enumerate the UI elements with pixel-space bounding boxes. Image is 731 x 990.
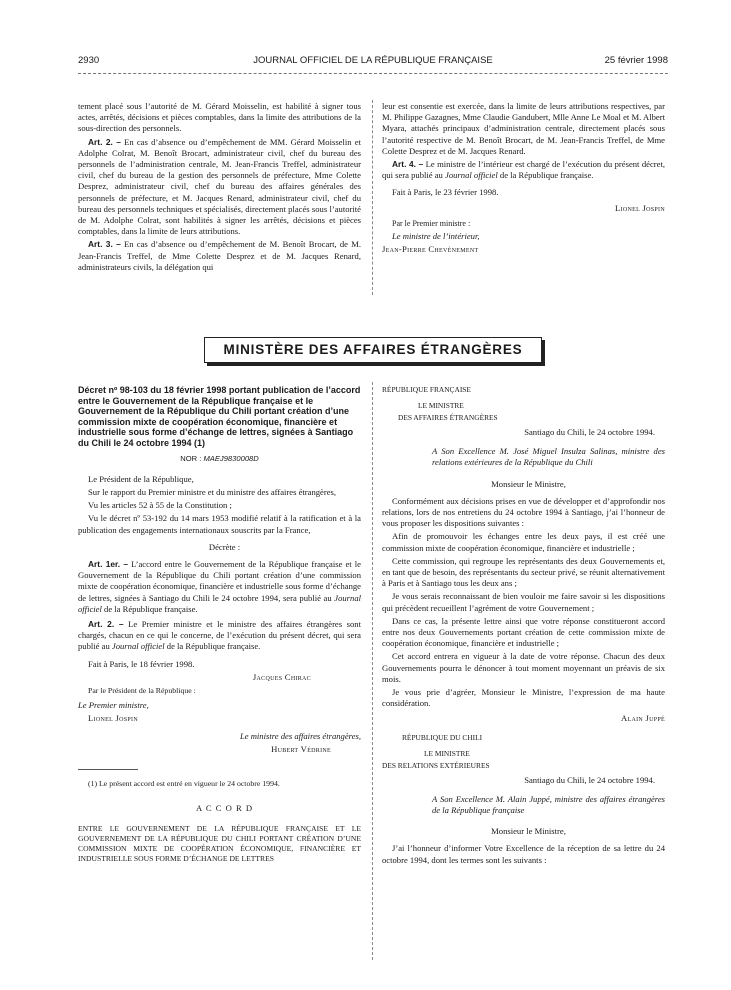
letter-addressee: A Son Excellence M. Alain Juppé, ministre des affaires étrangères de la République française bbox=[432, 793, 665, 816]
article-label: Art. 2. – bbox=[88, 619, 124, 629]
paragraph: Cette commission, qui regroupe les représentants des deux Gouvernements et, en tant que de besoin, des représentants du secteur privé, se réunit alternativement à Paris et à Santiago tous les deux ans ; bbox=[382, 555, 665, 589]
letter-date: Santiago du Chili, le 24 octobre 1994. bbox=[524, 427, 655, 437]
nor-value: MAEJ9830008D bbox=[203, 453, 259, 463]
signatory-name: Alain Juppé bbox=[621, 713, 665, 724]
paragraph: Vu le décret nº 53-192 du 14 mars 1953 modifié relatif à la ratification et à la publication des engagements internationaux souscrits par la France, bbox=[78, 513, 361, 535]
article-text: En cas d’absence ou d’empêchement de MM. Gérard Moisselin et Adolphe Colrat, M. Benoît Brocart, administrateur civil, chef du bureau des personnels de l’administration centrale, M. Jean-Francis Treffel, administrateur civil, chef du bureau de la gestion des personnels de préfecture, Mme Colette Desprez, administrateur civil, chef du bureau des affaires générales des personnels de préfecture, et M. Jacques Renard, administrateur civil, chef du bureau des personnels techniques et spécialisés, directement placés sous l’autorité de M. Adolphe Colrat, sont habilités à signer les arrêtés, décisions et pièces comptables, dans la limite de leurs attributions. bbox=[78, 136, 361, 237]
signatory-name: Jacques Chirac bbox=[252, 671, 311, 682]
paragraph: Sur le rapport du Premier ministre et du ministre des affaires étrangères, bbox=[88, 486, 337, 497]
signature-date: Fait à Paris, le 18 février 1998. bbox=[88, 658, 195, 669]
paragraph: leur est consentie est exercée, dans la limite de leurs attributions respectives, par M. Philippe Gazagnes, Mme Claudie Gandubert, Mlle Anne Le Moal et M. Albert Myara, attachés principaux d’administration centrale, directement placés sous l’autorité respective de M. Benoît Brocart, de M. Jean-Francis Treffel, de Mme Colette Desprez et de M. Jacques Renard. bbox=[382, 101, 665, 156]
column-divider bbox=[372, 382, 373, 960]
paragraph: Cet accord entrera en vigueur à la date de votre réponse. Chacun des deux Gouvernements pourra le dénoncer à tout moment moyennant un préavis de six mois. bbox=[382, 651, 665, 684]
page-header bbox=[78, 55, 668, 71]
header-rule bbox=[78, 73, 668, 74]
article-4 bbox=[382, 159, 665, 181]
journal-name: Journal officiel bbox=[78, 592, 361, 614]
letter-salutation: Monsieur le Ministre, bbox=[491, 826, 566, 837]
footnote: (1) Le présent accord est entré en vigueur le 24 octobre 1994. bbox=[88, 779, 280, 789]
accord-title: ENTRE LE GOUVERNEMENT DE LA RÉPUBLIQUE FRANÇAISE ET LE GOUVERNEMENT DE LA RÉPUBLIQUE DU CHILI PORTANT CRÉATION D’UNE COMMISSION MIXTE DE COOPÉRATION ÉCONOMIQUE, FINANCIÈRE ET INDUSTRIELLE SOUS FORME D’ÉCHANGE DE LETTRES bbox=[78, 824, 361, 864]
journal-title: JOURNAL OFFICIEL DE LA RÉPUBLIQUE FRANÇAISE bbox=[253, 55, 493, 66]
pm-title: Le Premier ministre, bbox=[78, 700, 149, 711]
letter-salutation: Monsieur le Ministre, bbox=[491, 478, 566, 489]
nor-reference bbox=[78, 453, 361, 464]
letter-le-ministre: LE MINISTRE bbox=[418, 401, 464, 410]
article-text-end: de la République française. bbox=[101, 603, 198, 614]
journal-name: Journal officiel bbox=[111, 641, 165, 652]
letter-dept: DES RELATIONS EXTÉRIEURES bbox=[382, 760, 490, 770]
pm-name: Lionel Jospin bbox=[88, 713, 138, 724]
article-2 bbox=[78, 619, 361, 653]
issue-date: 25 février 1998 bbox=[604, 55, 668, 66]
letter-rc: RÉPUBLIQUE DU CHILI bbox=[402, 732, 483, 742]
article-3 bbox=[78, 239, 361, 273]
letter-addressee: A Son Excellence M. José Miguel Insulza Salinas, ministre des relations extérieures de la République du Chili bbox=[432, 446, 665, 468]
decree-column bbox=[78, 385, 361, 866]
article-label: Art. 1er. – bbox=[88, 558, 129, 569]
minister-title: Le ministre de l’intérieur, bbox=[392, 231, 480, 242]
countersign-label: Par le Président de la République : bbox=[88, 686, 196, 696]
page-number: 2930 bbox=[78, 55, 100, 66]
countersign-label: Par le Premier ministre : bbox=[392, 218, 471, 228]
top-right-column bbox=[382, 101, 665, 257]
letters-column bbox=[382, 385, 665, 868]
article-text: Le Premier ministre et le ministre des affaires étrangères sont chargés, chacun en ce qui le concerne, de l’exécution du présent décret, qui sera publié au bbox=[78, 619, 361, 652]
mae-name: Hubert Védrine bbox=[271, 743, 331, 754]
signatory-name: Lionel Jospin bbox=[615, 202, 665, 213]
decrete-label: Décrète : bbox=[208, 541, 241, 552]
paragraph: J’ai l’honneur d’informer Votre Excellence de la réception de sa lettre du 24 octobre 1994, dont les termes sont les suivants : bbox=[382, 843, 665, 865]
ministry-heading: MINISTÈRE DES AFFAIRES ÉTRANGÈRES bbox=[204, 337, 542, 363]
paragraph: Je vous serais reconnaissant de bien vouloir me faire savoir si les dispositions qui précèdent recueillent l’agrément de votre Gouvernement ; bbox=[382, 591, 665, 613]
top-left-column bbox=[78, 101, 361, 275]
paragraph: Vu les articles 52 à 55 de la Constitution ; bbox=[88, 500, 232, 511]
nor-label: NOR : bbox=[180, 453, 204, 463]
decree-title: Décret nº 98-103 du 18 février 1998 portant publication de l’accord entre le Gouvernement de la République française et le Gouvernement de la République du Chili portant création d’une commission mixte de coopération économique, financière et industrielle sous forme d’échange de lettres, signées à Santiago du Chili le 24 octobre 1994 (1) bbox=[78, 385, 361, 448]
paragraph: Conformément aux décisions prises en vue de développer et d’approfondir nos relations, lors de nos entretiens du 24 octobre 1994 à Santiago, j’ai l’honneur de vous proposer les dispositions suivantes : bbox=[382, 495, 665, 529]
signature-date: Fait à Paris, le 23 février 1998. bbox=[392, 187, 499, 198]
article-text: L’accord entre le Gouvernement de la République française et le Gouvernement de la République du Chili portant création d’une commission mixte de coopération économique, financière et industrielle sous forme d’échange de lettres, signées à Santiago du Chili le 24 octobre 1994, sera publié au bbox=[78, 558, 361, 603]
article-text-end: de la République française. bbox=[164, 641, 261, 652]
letter-le-ministre: LE MINISTRE bbox=[424, 748, 470, 758]
article-text: En cas d’absence ou d’empêchement de M. Benoît Brocart, de M. Jean-Francis Treffel, de Mme Colette Desprez et de M. Jacques Renard, administrateurs civils, la délégation qui bbox=[78, 239, 361, 272]
paragraph: Afin de promouvoir les échanges entre les deux pays, il est créé une commission mixte de coopération économique, financière et industrielle ; bbox=[382, 531, 665, 553]
mae-title: Le ministre des affaires étrangères, bbox=[239, 730, 361, 741]
article-text: Le ministre de l’intérieur est chargé de l’exécution du présent décret, qui sera publié au bbox=[382, 159, 665, 181]
journal-name: Journal officiel bbox=[445, 170, 498, 181]
article-label: Art. 4. – bbox=[392, 159, 424, 170]
column-divider bbox=[372, 100, 373, 295]
paragraph: Dans ce cas, la présente lettre ainsi que votre réponse constitueront accord entre nos deux Gouvernements portant création de cette commission mixte de coopération économique, financière et industrielle ; bbox=[382, 615, 665, 649]
article-label: Art. 2. – bbox=[88, 136, 121, 147]
paragraph: Je vous prie d’agréer, Monsieur le Ministre, l’expression de ma haute considération. bbox=[382, 687, 665, 709]
letter-rf: RÉPUBLIQUE FRANÇAISE bbox=[382, 385, 471, 394]
article-2 bbox=[78, 137, 361, 238]
article-1 bbox=[78, 559, 361, 615]
minister-name: Jean-Pierre Chevènement bbox=[382, 244, 479, 255]
article-text-end: de la République française. bbox=[497, 170, 594, 181]
letter-date: Santiago du Chili, le 24 octobre 1994. bbox=[524, 774, 655, 785]
paragraph: Le Président de la République, bbox=[88, 473, 194, 484]
article-label: Art. 3. – bbox=[88, 239, 121, 250]
footnote-rule bbox=[78, 769, 138, 770]
accord-heading: A C C O R D bbox=[195, 803, 254, 814]
paragraph: tement placé sous l’autorité de M. Gérard Moisselin, est habilité à signer tous actes, arrêtés, décisions et pièces comptables, dans la limite des attributions de la sous-direction des personnels. bbox=[78, 101, 361, 134]
letter-dept: DES AFFAIRES ÉTRANGÈRES bbox=[398, 413, 498, 422]
